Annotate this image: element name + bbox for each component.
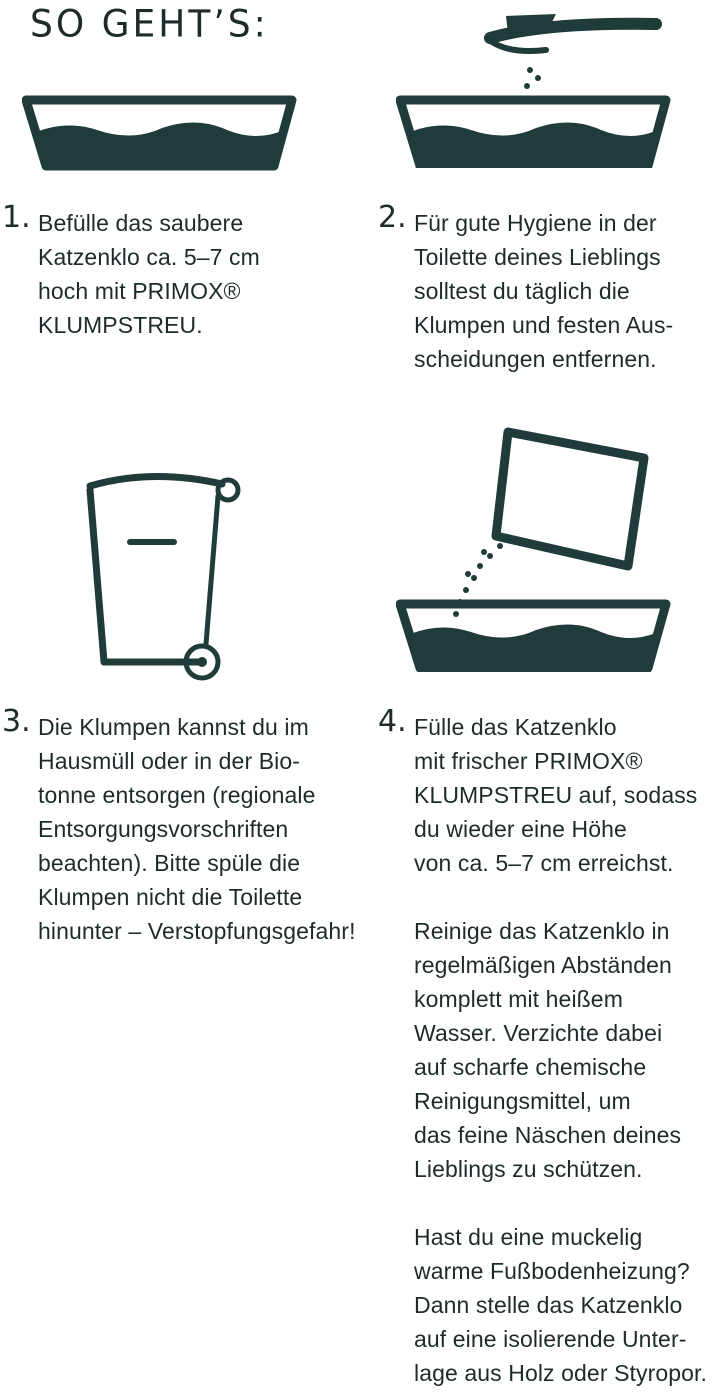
step-1 xyxy=(2,200,322,346)
waste-bin-icon xyxy=(82,466,252,686)
step-text: Die Klumpen kannst du im Hausmüll oder in der Bio- tonne entsorgen (regionale Entsorgungsvorschriften beachten). Bitte spüle die Klumpen nicht die Toilette hinunter – Verstopfungsgefahr! xyxy=(38,714,356,944)
step-number: 4. xyxy=(378,704,407,739)
cleaning-paragraph: Reinige das Katzenklo in regelmäßigen Abständen komplett mit heißem Wasser. Verzichte dabei auf scharfe chemische Reinigungsmittel, um das feine Näschen deines Lieblings zu schützen. xyxy=(414,918,682,1182)
step-2 xyxy=(378,200,718,386)
litter-bag-icon xyxy=(396,424,696,672)
step-4 xyxy=(378,704,718,1390)
step-number: 3. xyxy=(2,704,31,739)
scoop-icon xyxy=(396,8,696,168)
page-title: SO GEHT’S: xyxy=(30,2,269,47)
step-text: Für gute Hygiene in der Toilette deines Lieblings solltest du täglich die Klumpen und festen Aus- scheidungen entfernen. xyxy=(414,210,674,372)
step-3 xyxy=(2,704,376,950)
step-number: 2. xyxy=(378,200,407,235)
step-number: 1. xyxy=(2,200,31,235)
step-text: Befülle das saubere Katzenklo ca. 5–7 cm hoch mit PRIMOX® KLUMPSTREU. xyxy=(38,210,260,338)
floor-heating-paragraph: Hast du eine muckelig warme Fußbodenheizung? Dann stelle das Katzenklo auf eine isolierende Unter- lage aus Holz oder Styropor. xyxy=(414,1224,708,1386)
step-text: Fülle das Katzenklo mit frischer PRIMOX® KLUMPSTREU auf, sodass du wieder eine Höhe von ca. 5–7 cm erreichst. xyxy=(414,714,698,876)
litter-tray-icon xyxy=(22,92,302,172)
